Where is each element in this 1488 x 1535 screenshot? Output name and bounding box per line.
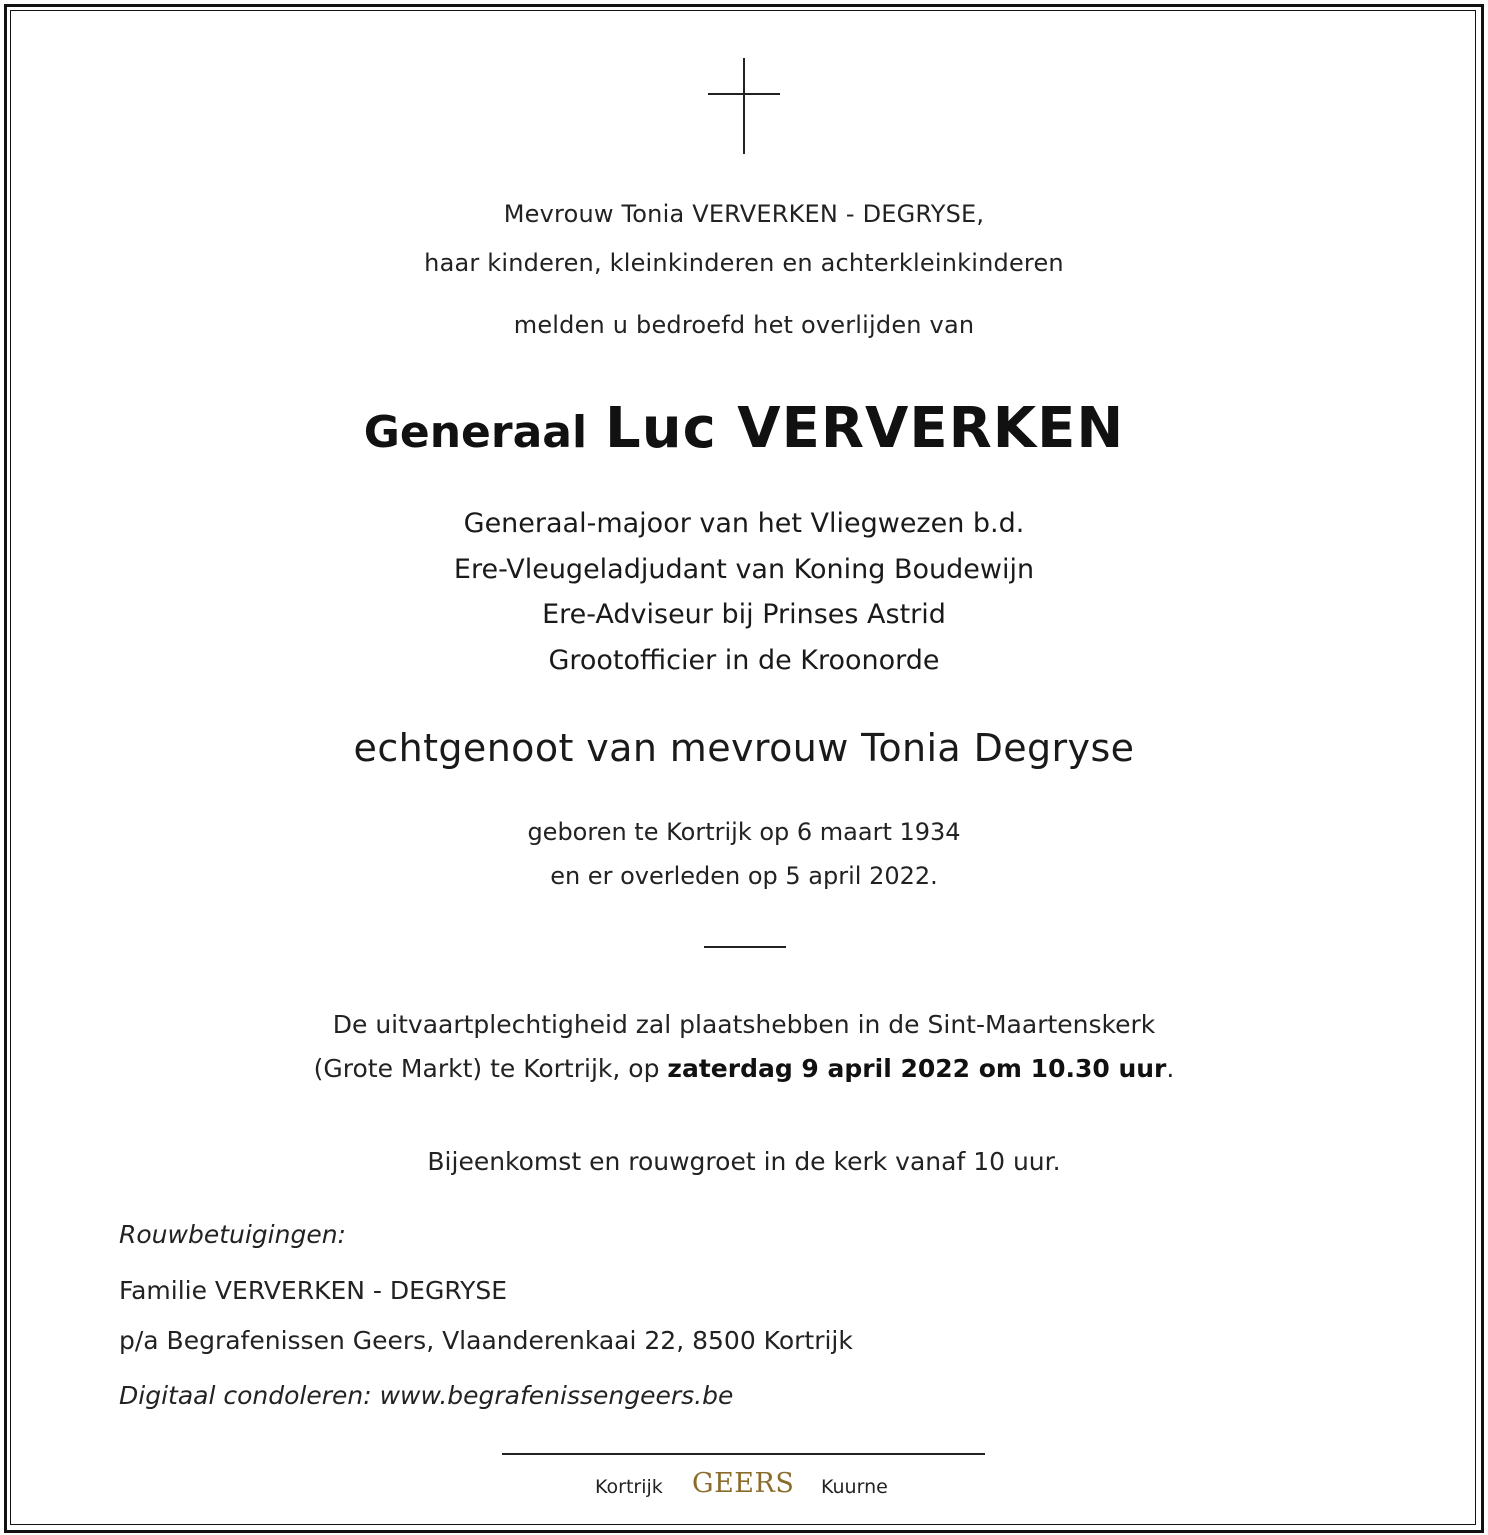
honor-3: Ere-Adviseur bij Prinses Astrid [542,599,946,630]
footer-city-left: Kortrijk [595,1476,663,1498]
divider-short [704,946,786,948]
footer-city-right: Kuurne [821,1476,888,1498]
funeral-line-1: De uitvaartplechtigheid zal plaatshebben in de Sint-Maartenskerk [332,1010,1156,1039]
cross-icon [708,58,780,154]
honor-2: Ere-Vleugeladjudant van Koning Boudewijn [453,554,1035,585]
intro-line-3: melden u bedroefd het overlijden van [513,311,975,339]
funeral-date: zaterdag 9 april 2022 om 10.30 uur [667,1054,1167,1083]
funeral-line-2: (Grote Markt) te Kortrijk, op zaterdag 9 april 2022 om 10.30 uur. [313,1054,1175,1083]
honor-1: Generaal-majoor van het Vliegwezen b.d. [463,508,1025,539]
deceased-rank: Generaal [363,407,588,458]
condolences-address: p/a Begrafenissen Geers, Vlaanderenkaai 22, 8500 Kortrijk [119,1326,853,1355]
spouse-line: echtgenoot van mevrouw Tonia Degryse [353,726,1135,770]
condolences-family: Familie VERVERKEN - DEGRYSE [119,1276,508,1305]
digital-condolence-link[interactable]: Digitaal condoleren: www.begrafenissengeers.be [119,1381,734,1410]
gathering-line: Bijeenkomst en rouwgroet in de kerk vanaf 10 uur. [427,1147,1061,1176]
deceased-name: Luc VERVERKEN [605,396,1125,461]
born-line: geboren te Kortrijk op 6 maart 1934 [527,818,961,846]
intro-line-2: haar kinderen, kleinkinderen en achterkleinkinderen [424,249,1064,277]
deceased-title [0,396,1488,461]
condolences-heading: Rouwbetuigingen: [119,1220,346,1249]
intro-line-1: Mevrouw Tonia VERVERKEN - DEGRYSE, [503,200,985,228]
honor-4: Grootofficier in de Kroonorde [548,645,940,676]
geers-logo: GEERS [692,1468,795,1499]
died-line: en er overleden op 5 april 2022. [550,862,938,890]
divider-long [502,1453,985,1455]
